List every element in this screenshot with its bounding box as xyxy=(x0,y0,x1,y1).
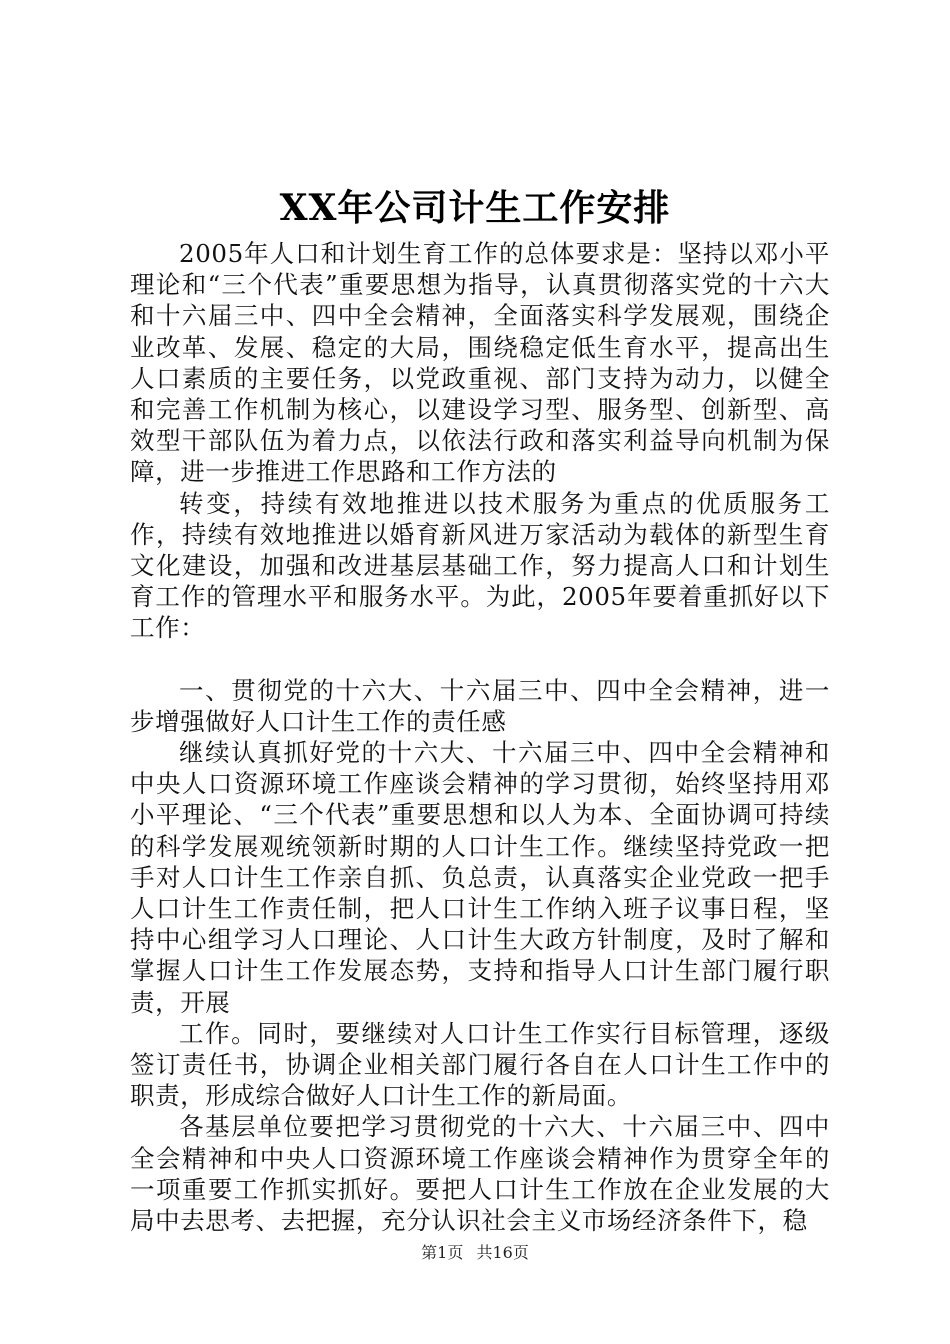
document-title: XX年公司计生工作安排 xyxy=(279,187,671,229)
page-total: 共16页 xyxy=(476,1243,529,1262)
paragraph-2: 转变，持续有效地推进以技术服务为重点的优质服务工作，持续有效地推进以婚育新风进万家活动为载体的新型生育文化建设，加强和改进基层基础工作，努力提高人口和计划生育工作的管理水平和服务水平。为此，2005年要着重抓好以下工作： xyxy=(130,488,830,643)
paragraph-5: 各基层单位要把学习贯彻党的十六大、十六届三中、四中全会精神和中央人口资源环境工作座谈会精神作为贯穿全年的一项重要工作抓实抓好。要把人口计生工作放在企业发展的大局中去思考、去把握，充分认识社会主义市场经济条件下，稳 xyxy=(130,1112,830,1236)
page-footer xyxy=(0,1240,950,1263)
document-body xyxy=(130,238,830,1236)
section-heading-1: 一、贯彻党的十六大、十六届三中、四中全会精神，进一步增强做好人口计生工作的责任感 xyxy=(130,675,830,736)
paragraph-1: 2005年人口和计划生育工作的总体要求是：坚持以邓小平理论和“三个代表”重要思想为指导，认真贯彻落实党的十六大和十六届三中、四中全会精神，全面落实科学发展观，围绕企业改革、发展、稳定的大局，围绕稳定低生育水平，提高出生人口素质的主要任务，以党政重视、部门支持为动力，以健全和完善工作机制为核心，以建设学习型、服务型、创新型、高效型干部队伍为着力点，以依法行政和落实利益导向机制为保障，进一步推进工作思路和工作方法的 xyxy=(130,239,830,487)
page-number: 第1页 xyxy=(421,1243,464,1262)
paragraph-3: 继续认真抓好党的十六大、十六届三中、四中全会精神和中央人口资源环境工作座谈会精神的学习贯彻，始终坚持用邓小平理论、“三个代表”重要思想和以人为本、全面协调可持续的科学发展观统领新时期的人口计生工作。继续坚持党政一把手对人口计生工作亲自抓、负总责，认真落实企业党政一把手人口计生工作责任制，把人口计生工作纳入班子议事日程，坚持中心组学习人口理论、人口计生大政方针制度，及时了解和掌握人口计生工作发展态势，支持和指导人口计生部门履行职责，开展 xyxy=(130,738,830,1017)
paragraph-4: 工作。同时，要继续对人口计生工作实行目标管理，逐级签订责任书，协调企业相关部门履行各自在人口计生工作中的职责，形成综合做好人口计生工作的新局面。 xyxy=(130,1018,830,1111)
paragraph-spacer xyxy=(130,644,830,675)
